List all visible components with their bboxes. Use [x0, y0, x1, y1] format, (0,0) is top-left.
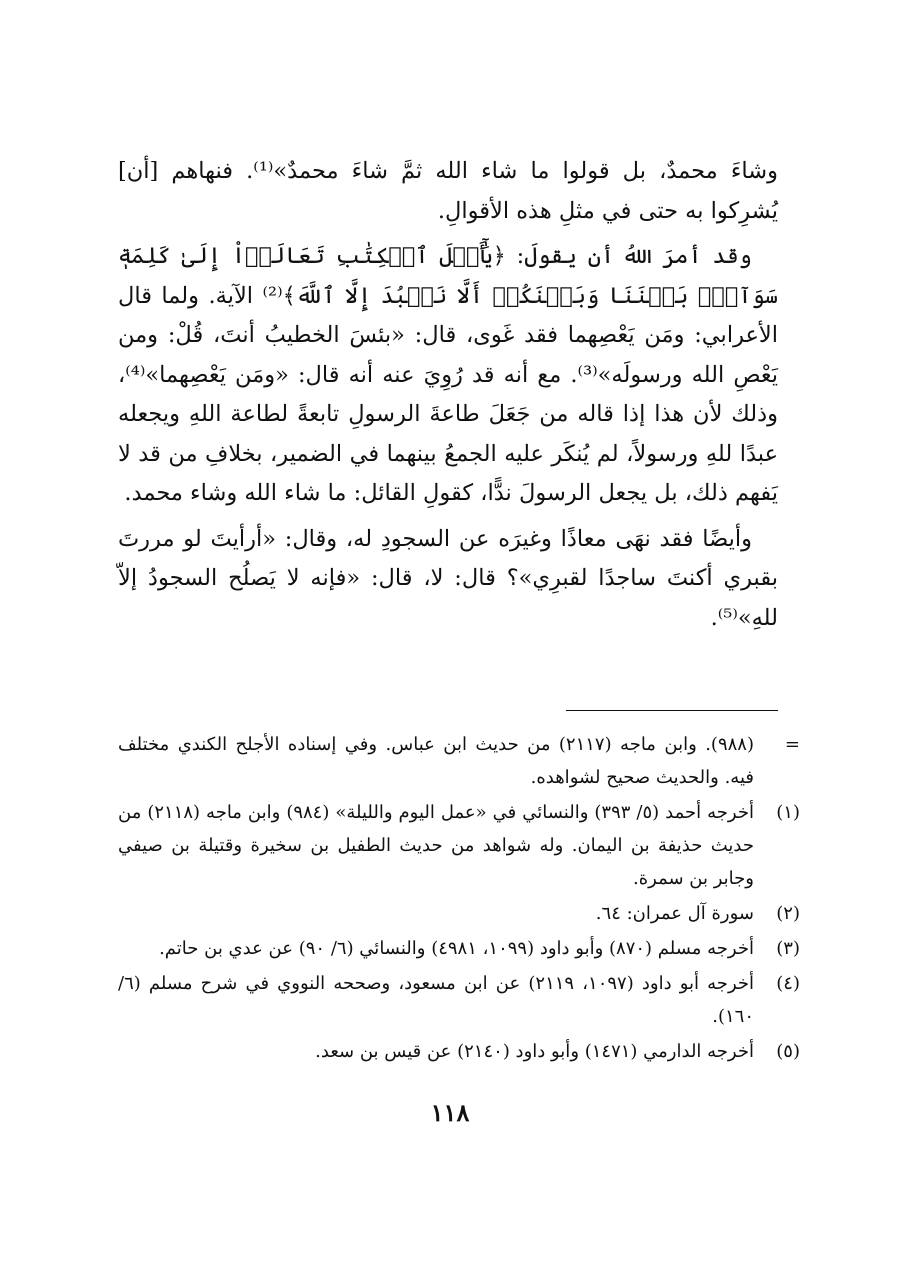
footnote-marker: (٥): [776, 1041, 800, 1062]
footnote-marker: (١): [776, 802, 800, 823]
footnote-divider: [566, 710, 778, 711]
footnote-text: (٩٨٨). وابن ماجه (٢١١٧) من حديث ابن عباس. وفي إسناده الأجلح الكندي مختلف فيه. والحديث صحيح لشواهده.: [118, 734, 754, 788]
footnotes: [118, 728, 800, 1070]
footnote-5: [118, 1035, 800, 1068]
page-number: ١١٨: [430, 1098, 470, 1127]
footnote-2: [118, 897, 800, 930]
footnote-marker: (٣): [776, 938, 800, 959]
footnote-3: [118, 932, 800, 965]
footnote-continuation: [118, 728, 800, 794]
main-text: [118, 152, 778, 638]
footnote-text: أخرجه أحمد (٥/ ٣٩٣) والنسائي في «عمل اليوم والليلة» (٩٨٤) وابن ماجه (٢١١٨) من حديث حذيفة بن اليمان. وله شواهد من حديث الطفيل بن سخيرة وقتيلة بن صيفي وجابر بن سمرة.: [118, 802, 754, 889]
footnote-text: أخرجه أبو داود (١٠٩٧، ٢١١٩) عن ابن مسعود، وصححه النووي في شرح مسلم (٦/ ١٦٠).: [118, 973, 754, 1027]
footnote-marker: =: [784, 734, 800, 755]
footnote-marker: (٤): [776, 973, 800, 994]
footnote-text: سورة آل عمران: ٦٤.: [595, 903, 754, 924]
paragraph-2: وقد أمرَ اللهُ أن يقولَ: ﴿يَٰٓأَهۡلَ ٱلۡكِتَٰبِ تَعَالَوۡاْ إِلَىٰ كَلِمَةٖ سَوَآءِۭ بَيۡنَنَا وَبَيۡنَكُمۡ أَلَّا نَعۡبُدَ إِلَّا ٱللَّهَ﴾⁽²⁾ الآية. ولما قال الأعرابي: ومَن يَعْصِهما فقد غَوى، قال: «بئسَ الخطيبُ أنتَ، قُلْ: ومن يَعْصِ الله ورسولَه»⁽³⁾. مع أنه قد رُوِيَ عنه أنه قال: «ومَن يَعْصِهما»⁽⁴⁾، وذلك لأن هذا إذا قاله من جَعَلَ طاعةَ الرسولِ تابعةً لطاعة اللهِ ويجعله عبدًا للهِ ورسولاً، لم يُنكَر عليه الجمعُ بينهما في الضمير، بخلافِ من قد لا يَفهم ذلك، بل يجعل الرسولَ ندًّا، كقولِ القائل: ما شاء الله وشاء محمد.: [118, 243, 778, 506]
footnote-text: أخرجه الدارمي (١٤٧١) وأبو داود (٢١٤٠) عن قيس بن سعد.: [315, 1041, 754, 1062]
footnote-1: [118, 796, 800, 895]
footnote-4: [118, 967, 800, 1033]
paragraph-3: وأيضًا فقد نهَى معاذًا وغيرَه عن السجودِ له، وقال: «أرأيتَ لو مررتَ بقبري أكنتَ ساجدًا لقبرِي»؟ قال: لا، قال: «فإنه لا يَصلُح السجودُ إلاّ للهِ»⁽⁵⁾.: [118, 525, 778, 631]
footnote-text: أخرجه مسلم (٨٧٠) وأبو داود (١٠٩٩، ٤٩٨١) والنسائي (٦/ ٩٠) عن عدي بن حاتم.: [159, 938, 754, 959]
paragraph-1: وشاءَ محمدٌ، بل قولوا ما شاء الله ثمَّ شاءَ محمدٌ»⁽¹⁾. فنهاهم [أن] يُشرِكوا به حتى في مثلِ هذه الأقوالِ.: [118, 158, 778, 224]
footnote-marker: (٢): [776, 903, 800, 924]
